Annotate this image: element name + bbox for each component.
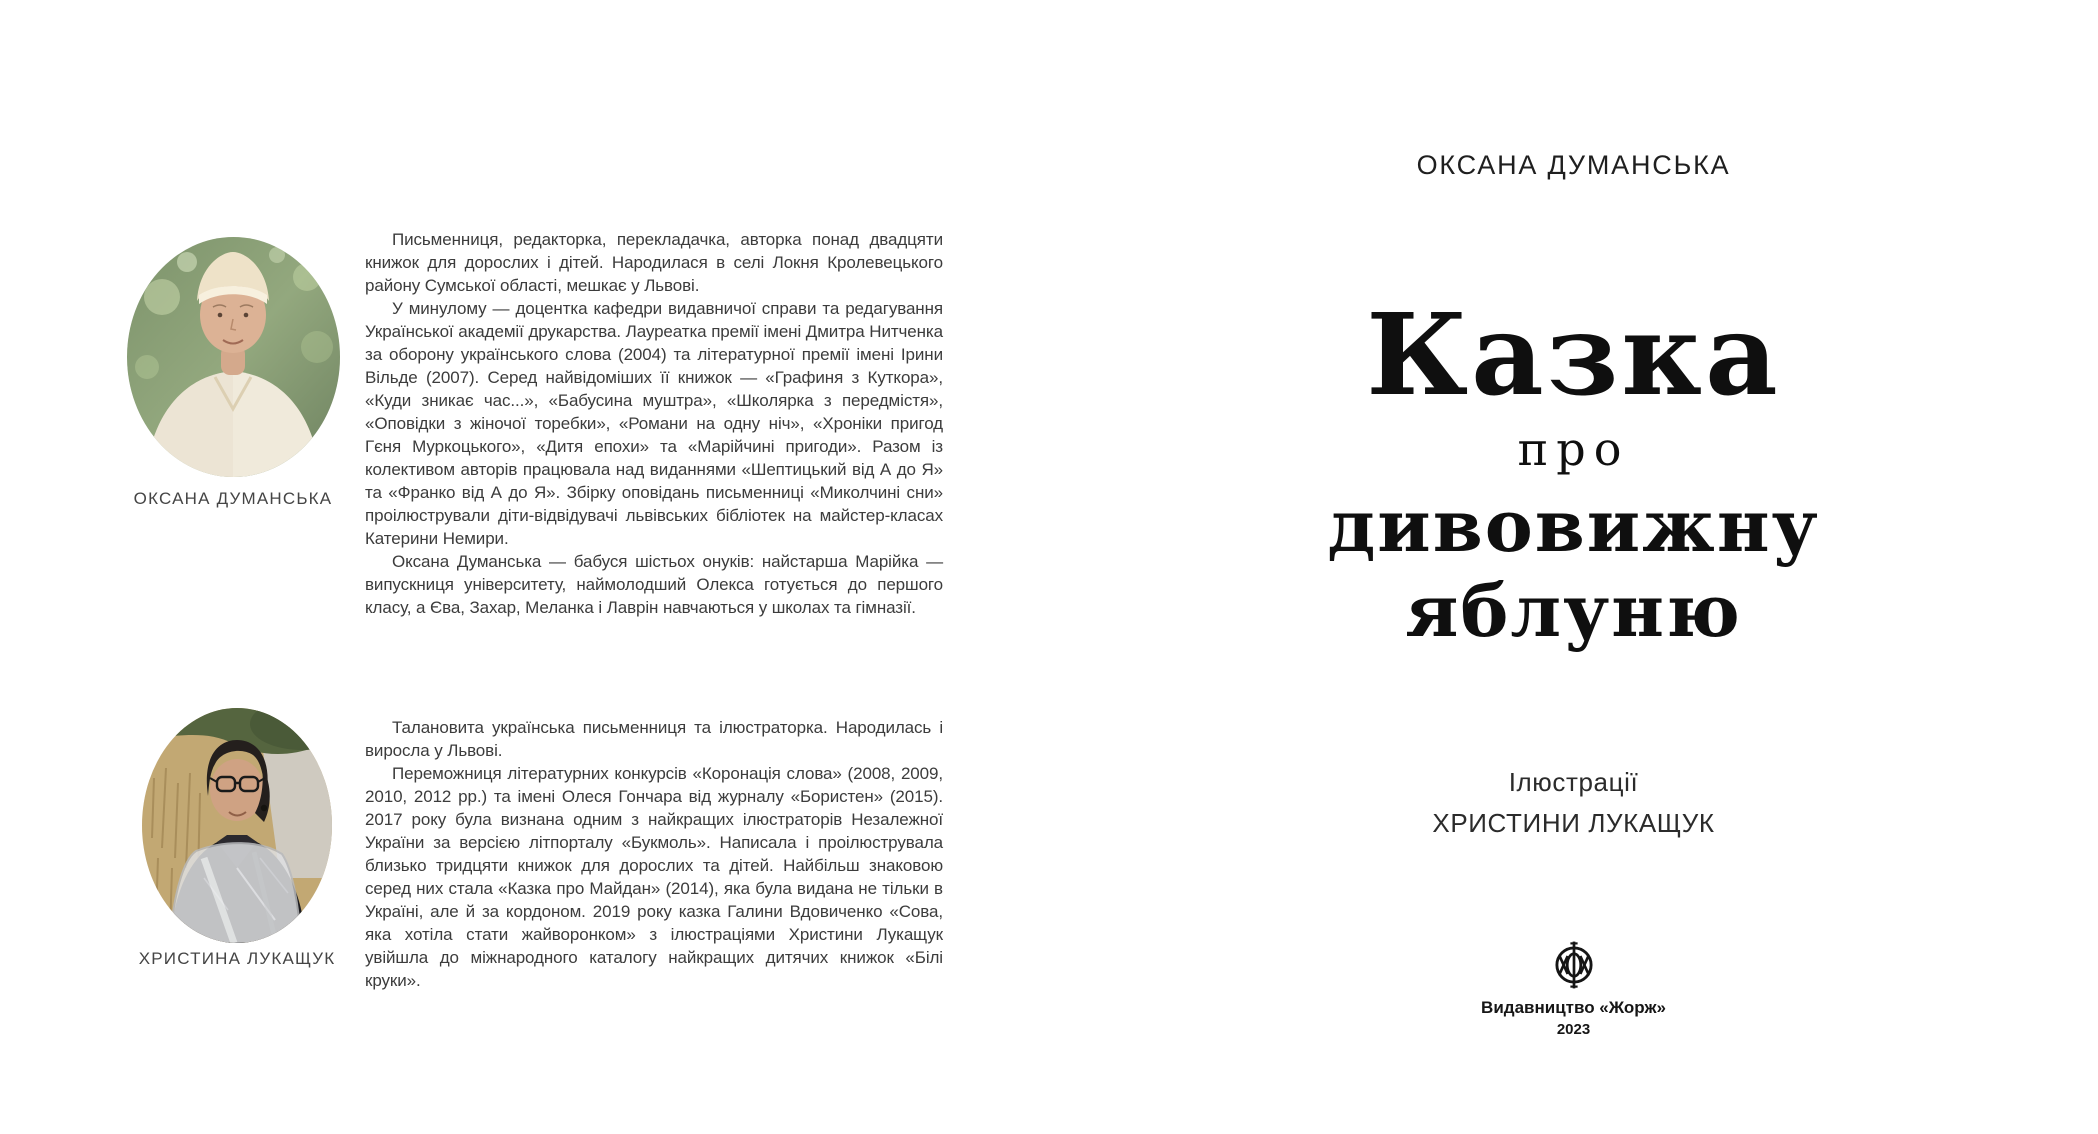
portrait-oksana-illustration [127, 237, 340, 477]
publication-year: 2023 [1556, 1021, 1591, 1038]
bio-text-oksana [365, 228, 943, 619]
author-caption-oksana: ОКСАНА ДУМАНСЬКА [133, 489, 333, 508]
publisher-name: Видавництво «Жорж» [1481, 998, 1666, 1017]
title-page-author-name: ОКСАНА ДУМАНСЬКА [1416, 150, 1731, 180]
bio-oksana-paragraph-1: Письменниця, редакторка, перекладачка, авторка понад двадцяти книжок для дорослих і дітей. Народилася в селі Локня Кролевецького району Сумської області, мешкає у Львові. [365, 230, 943, 295]
bio-khrystyna-paragraph-2: Переможниця літературних конкурсів «Коронація слова» (2008, 2009, 2010, 2012 рр.) та імені Олеся Гончара від журналу «Бористен» (2015). 2017 року була визнана одним з найкращих ілюстраторів Незалежної України за версією літпорталу «Букмоль». Написала і проілюструвала близько тридцяти книжок для дорослих та дітей. Найбільш знаковою серед них стала «Казка про Майдан» (2014), яка була видана не тільки в Україні, але й за кордоном. 2019 року казка Галини Вдовиченко «Сова, яка хотіла стати жайворонком» з ілюстраціями Христини Лукащук увійшла до міжнародного каталогу найкращих дитячих книжок «Білі круки». [365, 764, 943, 990]
illustrations-credit [1049, 762, 2098, 844]
bio-text-khrystyna [365, 716, 943, 992]
bio-oksana-paragraph-2: У минулому — доцентка кафедри видавничої справи та редагування Української академії друкарства. Лауреатка премії імені Дмитра Нитченка за оборону українського слова (2004) та літературної премії імені Ірини Вільде (2007). Серед найвідоміших її книжок — «Графиня з Куткора», «Куди зникає час...», «Бабусина муштра», «Школярка з передмістя», «Оповідки з жіночої торебки», «Романи на одну ніч», «Хроніки пригод Гєня Муркоцького», «Дитя епохи» та «Марійчині пригоди». Разом із колективом авторів працювала над виданнями «Шептицький від А до Я» та «Франко від А до Я». Збірку оповідань письменниці «Миколчині сни» проілюстрували діти-відвідувачі львівських бібліотек на майстер-класах Катерини Немири. [365, 299, 943, 548]
illustrations-label: Ілюстрації [1508, 767, 1639, 797]
book-title-line-pro: про [1517, 422, 1630, 476]
author-photo-khrystyna-lukashchuk [142, 708, 332, 943]
bio-oksana-paragraph-3: Оксана Думанська — бабуся шістьох онуків: найстарша Марійка — випускниця університету, наймолодший Олекса готується до першого класу, а Єва, Захар, Меланка і Лаврін навчаються у школах та гімназії. [365, 552, 943, 617]
zhorzh-publisher-logo-icon [1547, 938, 1601, 992]
bio-khrystyna-paragraph-1: Талановита українська письменниця та ілюстраторка. Народилась і виросла у Львові. [365, 718, 943, 760]
right-page-title [1049, 0, 2098, 1134]
author-photo-oksana-dumanska [127, 237, 340, 477]
author-caption-khrystyna: ХРИСТИНА ЛУКАЩУК [138, 949, 336, 968]
book-title-line-dyvovyzhnu: дивовижну [1327, 483, 1820, 568]
book-title [1049, 290, 2098, 653]
book-title-line-yablunyu: яблуню [1405, 568, 1742, 653]
publisher-imprint [1049, 938, 2098, 1038]
illustrator-name: ХРИСТИНИ ЛУКАЩУК [1432, 808, 1715, 838]
portrait-khrystyna-illustration [142, 708, 332, 943]
book-title-line-kazka: Казка [1366, 290, 1781, 421]
